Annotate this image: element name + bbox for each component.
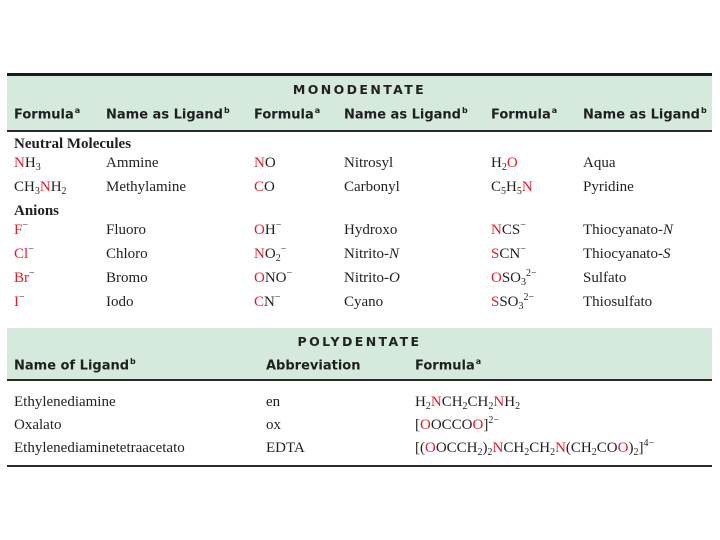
name-thiosulfato: Thiosulfato	[583, 294, 653, 310]
polydentate-title: POLYDENTATE	[297, 334, 422, 349]
section-neutral-molecules: Neutral Molecules	[14, 136, 132, 152]
monodentate-body	[7, 132, 712, 328]
header-name-of-ligand: Name of Ligand$^b$	[14, 357, 136, 374]
name-bromo: Bromo	[106, 270, 148, 286]
name-aqua: Aqua	[583, 155, 616, 171]
poly-formula-en: $H_2NCH_2CH_2NH_2$	[415, 394, 521, 412]
name-cyano: Cyano	[344, 294, 384, 310]
formula-nh3: $NH_3$	[14, 155, 41, 173]
formula-c5h5n: $C_5H_5N$	[491, 179, 533, 197]
name-nitrito-o: Nitrito-O	[344, 270, 400, 286]
polydentate-header-band	[7, 328, 712, 379]
formula-ncs: NCS−	[491, 220, 526, 238]
header-formula-2: Formula$^a$	[254, 106, 321, 123]
name-pyridine: Pyridine	[583, 179, 634, 195]
formula-ch3nh2: $CH_3NH_2$	[14, 179, 67, 197]
section-anions: Anions	[14, 203, 60, 219]
header-formula-3: Formula$^a$	[491, 106, 558, 123]
header-name-1: Name as Ligand$^b$	[106, 106, 230, 123]
formula-sso3: $SSO_3^{2-}$	[491, 292, 535, 312]
poly-abbr-ox: ox	[266, 417, 281, 433]
name-thiocyanato-s: Thiocyanato-S	[583, 246, 671, 262]
formula-h2o: $H_2O$	[491, 155, 518, 173]
name-ammine: Ammine	[106, 155, 159, 171]
header-name-3: Name as Ligand$^b$	[583, 106, 707, 123]
header-formula-poly: Formula$^a$	[415, 357, 482, 374]
formula-br: Br−	[14, 268, 35, 286]
header-name-2: Name as Ligand$^b$	[344, 106, 468, 123]
name-fluoro: Fluoro	[106, 222, 147, 238]
name-iodo: Iodo	[106, 294, 134, 310]
poly-formula-ox: [OOCCOO]$^{2-}$	[415, 415, 500, 433]
formula-i: I−	[14, 292, 25, 310]
poly-name-edta: Ethylenediaminetetraacetato	[14, 440, 185, 456]
name-carbonyl: Carbonyl	[344, 179, 400, 195]
formula-cn: CN−	[254, 292, 281, 310]
bottom-rule	[7, 465, 712, 467]
formula-oso3: $OSO_3^{2-}$	[491, 268, 537, 288]
name-thiocyanato-n: Thiocyanato-N	[583, 222, 673, 238]
formula-no2: $NO_2^-$	[254, 244, 287, 264]
header-formula-1: Formula$^a$	[14, 106, 81, 123]
formula-oh: OH−	[254, 220, 282, 238]
formula-co: CO	[254, 179, 275, 195]
formula-cl: Cl−	[14, 244, 34, 262]
poly-abbr-en: en	[266, 394, 281, 410]
name-methylamine: Methylamine	[106, 179, 186, 195]
formula-f: F−	[14, 220, 28, 238]
name-nitrosyl: Nitrosyl	[344, 155, 394, 171]
poly-name-en: Ethylenediamine	[14, 394, 116, 410]
monodentate-title: MONODENTATE	[292, 82, 427, 97]
formula-scn: SCN−	[491, 244, 526, 262]
poly-abbr-edta: EDTA	[266, 440, 305, 456]
name-hydroxo: Hydroxo	[344, 222, 398, 238]
poly-name-ox: Oxalato	[14, 417, 62, 433]
poly-formula-edta: $[(OOCCH_2)_2NCH_2CH_2N(CH_2COO)_2]^{4-}$	[415, 438, 655, 458]
formula-ono: ONO−	[254, 268, 293, 286]
name-sulfato: Sulfato	[583, 270, 627, 286]
monodentate-header-band	[7, 76, 712, 130]
name-nitrito-n: Nitrito-N	[344, 246, 400, 262]
formula-no: NO	[254, 155, 276, 171]
header-abbreviation: Abbreviation	[266, 358, 361, 374]
polydentate-body	[7, 381, 712, 465]
ligand-table	[7, 73, 712, 467]
name-chloro: Chloro	[106, 246, 148, 262]
